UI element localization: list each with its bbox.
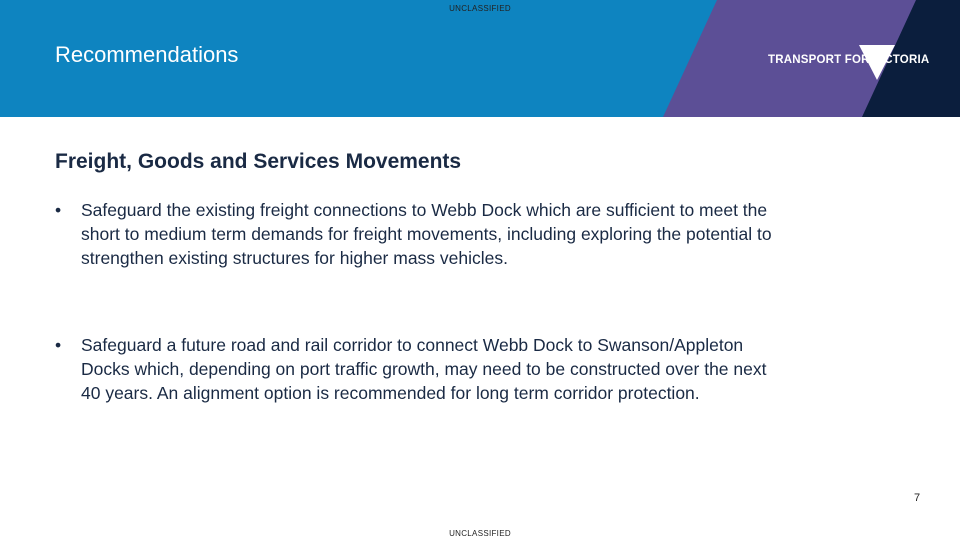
bullet-text: Safeguard a future road and rail corridor to connect Webb Dock to Swanson/Appleton Docks which, depending on port traffic growth, may need to be constructed over the next 40 years. An alignment option is recommended for long term corridor protection. xyxy=(81,335,767,403)
bullet-item xyxy=(55,333,775,405)
transport-for-victoria-logo: TRANSPORT FOR VICTORIA xyxy=(768,54,930,66)
page-title: Recommendations xyxy=(55,42,239,67)
classification-bottom: UNCLASSIFIED xyxy=(449,529,511,538)
classification-top: UNCLASSIFIED xyxy=(449,4,511,13)
bullet-text: Safeguard the existing freight connections to Webb Dock which are sufficient to meet the short to medium term demands for freight movements, including exploring the potential to strengthen existing structures for higher mass vehicles. xyxy=(81,200,772,268)
bullet-icon: • xyxy=(55,335,62,355)
section-heading: Freight, Goods and Services Movements xyxy=(55,150,462,173)
bullet-item xyxy=(55,198,775,270)
page-number: 7 xyxy=(914,492,921,504)
bullet-icon: • xyxy=(55,200,62,220)
header-banner xyxy=(0,0,960,117)
